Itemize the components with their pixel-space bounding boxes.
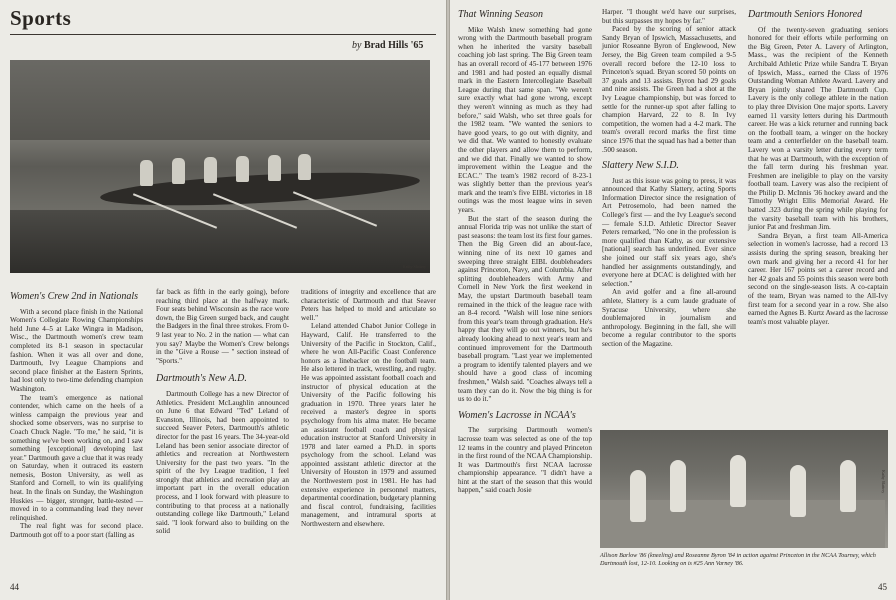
photo-rower [172, 158, 185, 184]
header-rule [10, 34, 436, 35]
paragraph: But the start of the season during the annual Florida trip was not unlike the start of past seasons: the team lost its first four games. Then the Big Green did an about-face, winning nine of its next 10 games and sweeping three straight EIBL doubleheaders against Princeton, Navy, and Columbia. After splitting doubleheaders with Army and Cornell in New York the first weekend in May, the upstart Dartmouth baseball team remained in the thick of the league race with an 8-4 record. "Walsh will lose nine seniors from this year's team through graduation. He's happy that they will go out winners, but he's already looking ahead to next year's team and continued improvement for the Dartmouth baseball program. "Last year we implemented a program to identify talented players and we should have a good class of incoming freshmen," Walsh said. "Coaches always tell a team they can do it. Now the big thing is for us to do it." [458, 214, 592, 404]
byline-author: Brad Hills '65 [363, 40, 424, 51]
heading-womens-lacrosse: Women's Lacrosse in NCAA's [458, 409, 576, 421]
byline-prefix: by [352, 40, 362, 51]
right-column-1 [458, 8, 592, 495]
photo-rower [140, 160, 153, 186]
paragraph: Just as this issue was going to press, it was announced that Kathy Slattery, acting Sports Information Director since the resignation of Art Petrosemolo, had been named the College's first — and the Ivy League's second — female S.I.D. Athletic Director Seaver Peters remarked, "No one in the profession is more qualified than Kathy, as our extensive [national] search has underlined. Ever since she joined our staff six years ago, she's handled her assignments outstandingly, and everyone here at DCAC is delighted with her selection." [602, 176, 736, 288]
left-page [0, 0, 446, 600]
heading-seniors-honored: Dartmouth Seniors Honored [748, 9, 863, 20]
heading-womens-crew: Women's Crew 2nd in Nationals [10, 291, 139, 302]
left-column-1 [10, 290, 143, 540]
paragraph: Of the twenty-seven graduating seniors honored for their efforts while performing on the Big Green, Peter A. Lavery of Arlington, Mass., was the recipient of the Kenneth Archibald Athletic Prize while Sandra T. Bryan of Ipswich, Mass., earned the Class of 1976 Outstanding Woman Athlete Award. Lavery and Bryan jointly shared The Dartmouth Cup. Lavery is the only college athlete in the nation to play three Division One major sports. Lavery earned 11 varsity letters during his Dartmouth career. He was a kick returner and running back on the football team, a winger on the hockey team and a centerfielder on the baseball team. Lavery won a varsity letter during every term that he was at Dartmouth, with the exception of the fall term during his freshman year. Freshmen are ineligible to play on the varsity football team. Lavery was also the recipient of the Philip D. McInnis '36 hockey award and the Timothy Wright Ellis Memorial Award. He batted .323 during the spring while playing for the varsity baseball team with his brothers, junior Pat and freshman Jim. [748, 25, 888, 232]
right-column-3 [748, 8, 888, 426]
heading-winning-season: That Winning Season [458, 9, 544, 20]
paragraph: far back as fifth in the early going), before reaching third place at the halfway mark. Four seats behind Wisconsin as the race wore down, the Big Green surged back, and caught the Badgers in the final three strokes. From 0-9 last year to No. 2 in the nation — what can you say? Maybe the Women's Crew belongs in the "Give a Rouse — " section instead of "Sports." [156, 288, 289, 365]
photo-rower [204, 157, 217, 183]
paragraph: Harper. "I thought we'd have our surprises, but this surpasses my hopes by far." [602, 8, 736, 25]
paragraph: Paced by the scoring of senior attack Sandy Bryan of Ipswich, Massachusetts, and junior Roseanne Byron of Englewood, New Jersey, the Big Green team compiled a 9-5 overall record before the 12-10 loss to Princeton's squad. Bryan scored 50 points on 37 goals and 13 assists. Byron had 29 goals and nine assists. The Green had a shot at the Ivy League championship, but was forced to settle for the runner-up spot after falling to champion Harvard, 22 to 8. In Ivy competition, the women had a 4-2 mark. The team's overall record marks the first time since 1976 that the squad has had a better than .500 season. [602, 25, 736, 154]
photo-player [630, 470, 646, 522]
page-number-left: 44 [10, 582, 19, 592]
paragraph: traditions of integrity and excellence that are characteristic of Dartmouth and that Seaver Peters has helped to mold and articulate so well." [301, 288, 436, 322]
byline [352, 40, 423, 51]
photo-player [730, 455, 746, 507]
paragraph: The real fight was for second place. Dartmouth got off to a poor start (falling as [10, 522, 143, 540]
photo-player [840, 460, 856, 512]
paragraph: Sandra Bryan, a first team All-America selection in women's lacrosse, had a record 13 assists during the spring season, breaking her own mark and giving her a record 41 for her career. Her 167 points set a career record and her 42 goals and 55 points this season were both second on the single-season lists. A co-captain of the team, Bryan was named to the All-Ivy first team for a second year in a row. She also earned the Agnes B. Kurtz Award as the lacrosse team's most valuable player. [748, 231, 888, 326]
lacrosse-photo [600, 430, 888, 548]
photo-credit: Kathy Slattery [881, 470, 886, 494]
photo-rower [236, 156, 249, 182]
paragraph: The surprising Dartmouth women's lacrosse team was selected as one of the top 12 teams in the country and played Princeton in the first round of the NCAA Championship. It was Dartmouth's first NCAA lacrosse championship appearance. "I didn't have a hint at the start of the season that this would happen," said coach Josie [458, 426, 592, 495]
heading-new-ad: Dartmouth's New A.D. [156, 373, 247, 385]
heading-slattery: Slattery New S.I.D. [602, 160, 679, 172]
photo-credit: Kathy Slattery [402, 264, 426, 269]
paragraph: An avid golfer and a fine all-around athlete, Slattery is a cum laude graduate of Syracuse University, where she doublemajored in journalism and anthropology. Beginning in the fall, she will become a regular contributor to the sports section of the Magazine. [602, 288, 736, 348]
photo-player [790, 465, 806, 517]
photo-player [670, 460, 686, 512]
section-title: Sports [10, 6, 72, 30]
photo-rower [268, 155, 281, 181]
paragraph: Mike Walsh knew something had gone wrong with the Dartmouth baseball program when he inherited the varsity baseball coaching job last spring. The Big Green team has an overall record of 45-177 between 1976 and 1981 and had posted an equally dismal mark in the Eastern Intercollegiate Baseball League during that same span. "We weren't sure exactly what had gone wrong, except they weren't winning as much as they had before," said Walsh, who set three goals for the 1982 team. "We wanted the seniors to have good years, to go out with dignity, and we did that. We wanted to honestly evaluate the other players and allow them to perform, and we did that. Finally we wanted to show improvement within the League and the ECAC." The team's 1982 record of 8-23-1 was slightly better than the previous year's mark and the team's five EIBL victories in 18 outings was the most league wins in seven years. [458, 25, 592, 215]
photo-rower [298, 154, 311, 180]
photo-water [10, 210, 430, 273]
paragraph: Leland attended Chabot Junior College in Hayward, Calif. He transferred to the University of the Pacific in Stockton, Calif., where he won All-Pacific Coast Conference honors as a linebacker on the football team. He also lettered in track, wrestling, and rugby. He was appointed assistant football coach and instructor of physical education at the University of the Pacific following his graduation in 1970. Three years later he received a master's degree in sports psychology from his alma mater. He became an assistant football coach and physical education instructor at Stanford University in 1978 and later earned a Ph.D. in sports psychology from the school. Leland was appointed assistant athletic director at the University of Houston in 1979 and assumed the Northwestern post in 1981. He has had extensive experience in personnel matters, departmental coordination, budgetary planning and fiscal control, fundraising, facilities management, and intramural sports at Northwestern and elsewhere. [301, 322, 436, 529]
paragraph: Dartmouth College has a new Director of Athletics. President McLaughlin announced on June 6 that Edward "Ted" Leland of Evanston, Illinois, had been appointed to succeed Seaver Peters, Dartmouth's athletic director for the past 16 years. The 34-year-old Leland has been senior associate director of athletics and recreation at Northwestern University for the past two years. "In the spirit of the Ivy League tradition, I feel strongly that athletics and recreation play an important part in the overall education process, and I look forward with pleasure to contributing to that process at a nationally outstanding college like Dartmouth," Leland said. "I look forward also to building on the solid [156, 389, 289, 536]
right-column-2 [602, 8, 736, 349]
paragraph: With a second place finish in the National Women's Collegiate Rowing Championships held June 4–5 at Lake Wingra in Madison, Wisc., the Dartmouth women's crew team completed its 8-1 season in spectacular fashion. When it was all over and done, Dartmouth, Ivy League Champions and second place finisher at the Eastern Sprints, had lost only to two-time defending champion Washington. [10, 307, 143, 393]
photo-trees [10, 60, 430, 140]
crew-photo [10, 60, 430, 273]
left-column-2 [156, 288, 289, 536]
photo-caption: Allison Barlow '86 (kneeling) and Roseanne Byron '84 in action against Princeton in the NCAA Tourney, which Dartmouth lost, 12-10. Looking on is #25 Ann Varney '86. [600, 552, 876, 567]
left-column-3 [301, 288, 436, 529]
paragraph: The team's emergence as national contender, which came on the heels of a winless campaign the previous year and shocked some observers, was no surprise to Coach Chuck Nagle. "To me," he said, "it is something we've been working on, and I saw something [exceptional] developing last year." Dartmouth gave a clue that it was ready on Saturday, when it outraced its eastern nemesis, Boston University, as well as Stanford and Cornell, to win its qualifying heat. In the finals on Sunday, the Washington Huskies — bigger, stronger, battle-tested — moved in to a commanding lead they never relinquished. [10, 393, 143, 522]
right-page [450, 0, 896, 600]
page-number-right: 45 [878, 582, 887, 592]
